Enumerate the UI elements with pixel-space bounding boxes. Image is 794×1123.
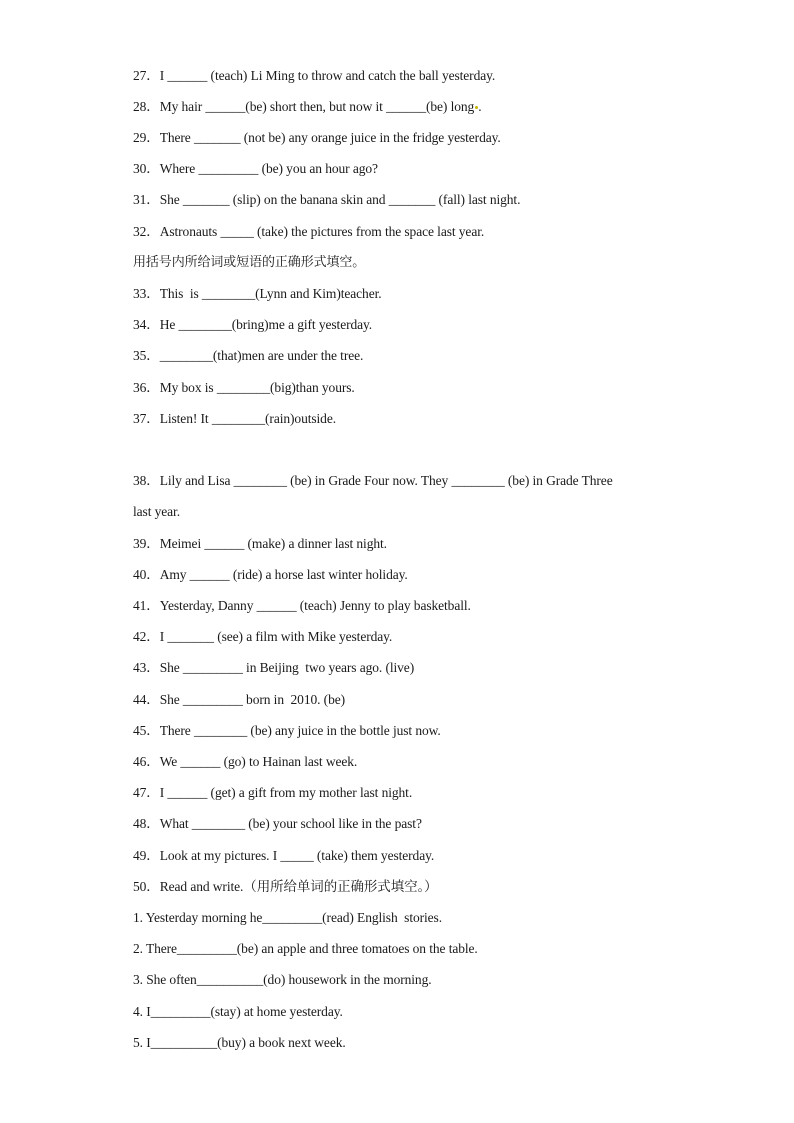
section-instruction: 用括号内所给词或短语的正确形式填空。 <box>133 255 366 270</box>
subquestion-4: 4. I_________(stay) at home yesterday. <box>133 1004 343 1019</box>
question-41: 41．Yesterday, Danny ______ (teach) Jenny to play basketball. <box>133 598 471 613</box>
subquestion-3: 3. She often__________(do) housework in the morning. <box>133 972 432 987</box>
question-40: 40．Amy ______ (ride) a horse last winter holiday. <box>133 567 408 582</box>
question-47: 47．I ______ (get) a gift from my mother last night. <box>133 785 413 800</box>
question-44: 44．She _________ born in 2010. (be) <box>133 692 346 707</box>
question-37: 37．Listen! It ________(rain)outside. <box>133 411 336 426</box>
question-45: 45．There ________ (be) any juice in the bottle just now. <box>133 723 441 738</box>
question-32: 32．Astronauts _____ (take) the pictures from the space last year. <box>133 224 485 239</box>
question-35: 35．________(that)men are under the tree. <box>133 348 364 363</box>
question-28: 28．My hair ______(be) short then, but now it ______(be) long . <box>133 99 482 114</box>
question-30: 30．Where _________ (be) you an hour ago? <box>133 161 378 176</box>
question-31: 31．She _______ (slip) on the banana skin and _______ (fall) last night. <box>133 192 521 207</box>
question-50: 50．Read and write.（用所给单词的正确形式填空。） <box>133 879 438 894</box>
question-42: 42．I _______ (see) a film with Mike yesterday. <box>133 629 393 644</box>
question-39: 39．Meimei ______ (make) a dinner last night. <box>133 536 387 551</box>
question-36: 36．My box is ________(big)than yours. <box>133 380 355 395</box>
subquestion-5: 5. I__________(buy) a book next week. <box>133 1035 346 1050</box>
question-38-continued: last year. <box>133 504 180 519</box>
dot-mark <box>475 106 478 109</box>
question-49: 49．Look at my pictures. I _____ (take) them yesterday. <box>133 848 435 863</box>
question-48: 48．What ________ (be) your school like in the past? <box>133 816 422 831</box>
question-33: 33．This is ________(Lynn and Kim)teacher. <box>133 286 382 301</box>
subquestion-1: 1. Yesterday morning he_________(read) English stories. <box>133 910 442 925</box>
question-28-text: 28．My hair ______(be) short then, but now it ______(be) long <box>133 99 475 114</box>
subquestion-2: 2. There_________(be) an apple and three tomatoes on the table. <box>133 941 478 956</box>
question-46: 46．We ______ (go) to Hainan last week. <box>133 754 358 769</box>
question-38: 38．Lily and Lisa ________ (be) in Grade Four now. They ________ (be) in Grade Three <box>133 473 613 488</box>
question-27: 27．I ______ (teach) Li Ming to throw and catch the ball yesterday. <box>133 68 496 83</box>
question-29: 29．There _______ (not be) any orange juice in the fridge yesterday. <box>133 130 501 145</box>
question-43: 43．She _________ in Beijing two years ago. (live) <box>133 660 415 675</box>
question-34: 34．He ________(bring)me a gift yesterday. <box>133 317 373 332</box>
